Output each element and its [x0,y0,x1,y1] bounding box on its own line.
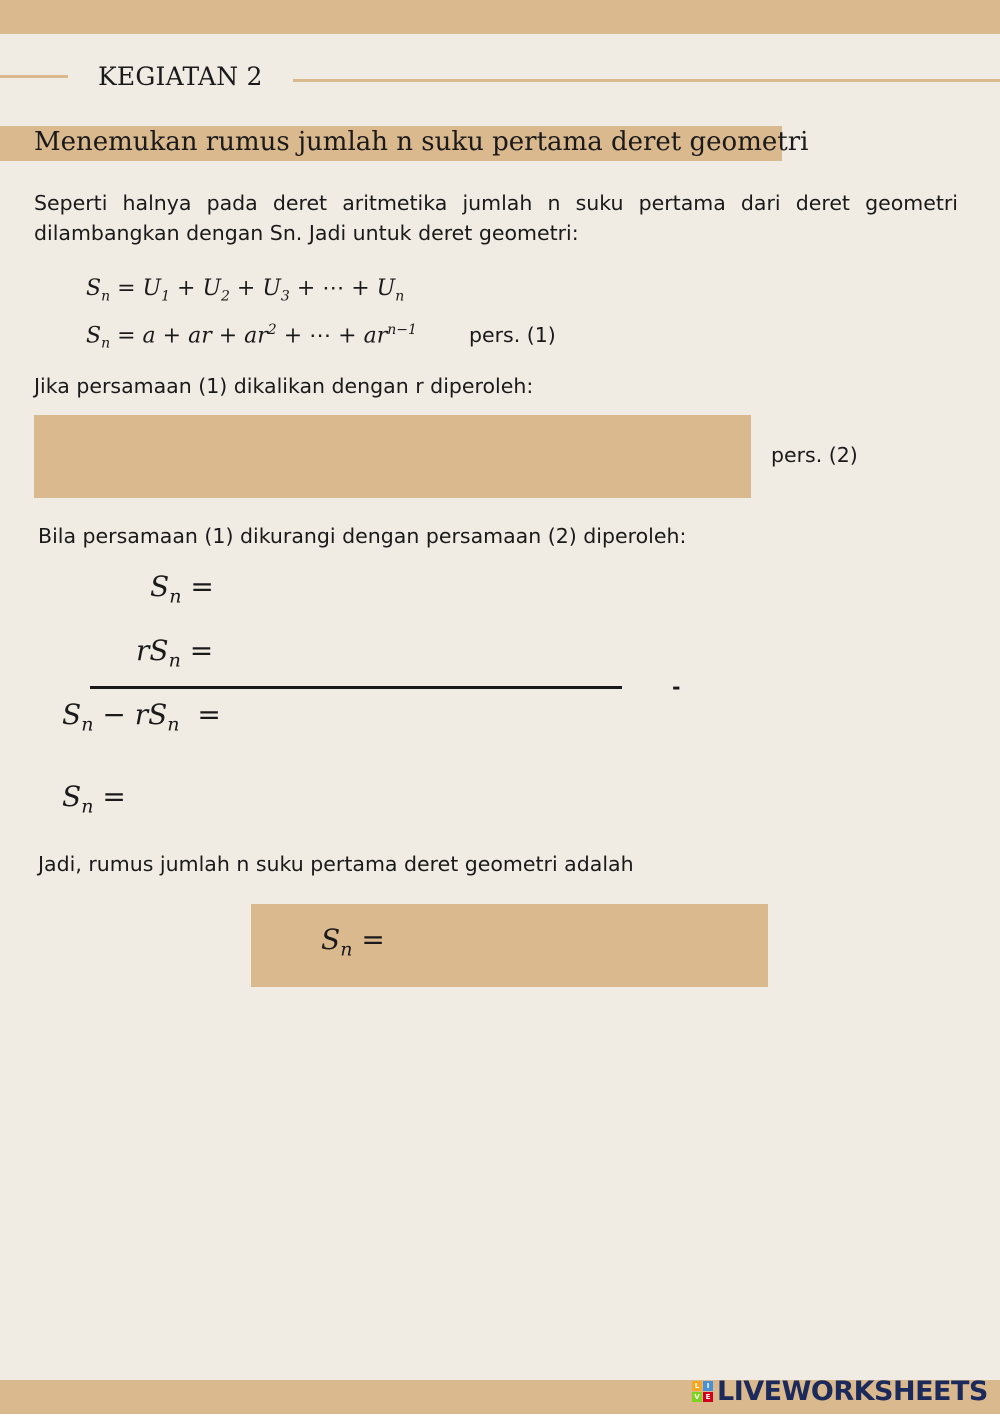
liveworksheets-logo [692,1376,988,1406]
subtraction-rsn-line: $rS_n$ = [136,634,214,672]
logo-letter-v: V [692,1392,702,1402]
minus-sign: - [672,675,681,699]
subtraction-result-line: $S_n - rS_n$ = [62,698,221,736]
top-band [0,0,1000,34]
header-rule-right [293,79,1000,82]
intro-paragraph: Seperti halnya pada deret aritmetika jumlah n suku pertama dari deret geometri dilambangkan dengan Sn. Jadi untuk deret geometri: [34,191,958,245]
answer-box-equation-2[interactable] [34,415,751,498]
conclusion-text: Jadi, rumus jumlah n suku pertama deret geometri adalah [38,852,634,876]
subtraction-rule [90,686,622,689]
logo-text: LIVEWORKSHEETS [717,1375,988,1407]
step3-text: Bila persamaan (1) dikurangi dengan persamaan (2) diperoleh: [38,524,687,548]
sn-solve-line: $S_n$ = [62,780,126,818]
logo-letter-e: E [703,1392,713,1402]
final-formula-sn: $S_n$ = [321,923,385,961]
header-rule-left [0,75,68,78]
equation-label-2: pers. (2) [771,443,858,467]
step2-text: Jika persamaan (1) dikalikan dengan r diperoleh: [34,374,534,398]
equation-geometric-series: $S_n = a$ + ar + $ar^2$ + ⋯ + $ar^{n-1}$ [86,322,417,352]
subtraction-sn-line: $S_n$ = [150,570,214,608]
logo-grid-icon [692,1381,713,1402]
logo-letter-l: L [692,1381,702,1391]
logo-letter-i: I [703,1381,713,1391]
equation-label-1: pers. (1) [469,323,556,347]
equation-sum-terms: $S_n = U_1 + U_2 + U_3$ + ⋯ + $U_n$ [86,276,405,305]
section-subtitle: Menemukan rumus jumlah n suku pertama deret geometri [34,127,809,157]
activity-title: KEGIATAN 2 [98,62,263,91]
